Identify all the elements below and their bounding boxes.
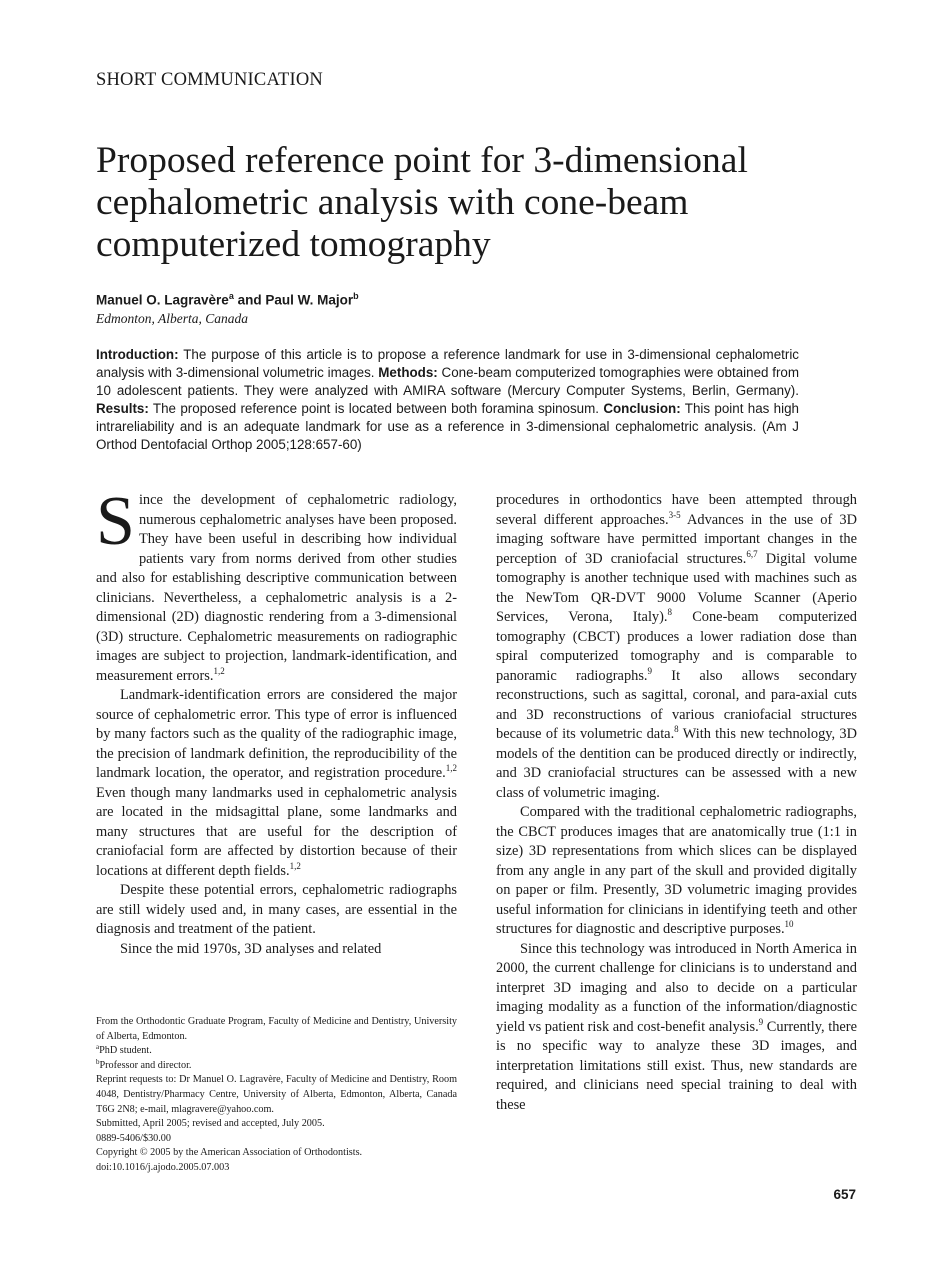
author-name: Paul W. Major (265, 292, 354, 308)
author-name: Manuel O. Lagravère (96, 292, 229, 308)
citation-ref[interactable]: 9 (758, 1016, 764, 1027)
body-paragraph: Since the mid 1970s, 3D analyses and related (120, 940, 382, 957)
author-conjunction: and (237, 292, 262, 308)
body-column-left (96, 483, 457, 959)
body-column-right (496, 491, 857, 1115)
drop-cap: S (96, 483, 135, 560)
abstract-results-label: Results: (96, 401, 149, 416)
abstract-introduction-text: The purpose of this article is to propose a reference landmark for use in 3-dimensional cephalometric analysis with 3-dimensional volumetric images. (96, 347, 799, 380)
footnote-price: 0889-5406/$30.00 (96, 1132, 171, 1144)
affiliation-mark: b (353, 291, 359, 301)
body-paragraph: Compared with the traditional cephalometric radiographs, the CBCT produces images that are anatomically true (1:1 in size) 3D representations from which slices can be displayed from any angle in any part of the skull and provided digitally on paper or film. Presently, 3D volumetric imaging provides useful information for clinicians in identifying teeth and other structures for diagnostic and descriptive purposes.$^{10}$ (496, 804, 857, 937)
abstract-methods-label: Methods: (378, 365, 438, 380)
citation-ref[interactable]: 3-5 (668, 509, 681, 520)
footnote-doi[interactable]: doi:10.1016/j.ajodo.2005.07.003 (96, 1161, 230, 1173)
abstract-conclusion-label: Conclusion: (603, 401, 681, 416)
citation-ref[interactable]: 1,2 (289, 860, 301, 871)
footnotes (96, 1015, 457, 1176)
citation-ref[interactable]: 8 (667, 607, 673, 617)
affiliation-mark: a (228, 291, 234, 301)
body-paragraph: Landmark-identification errors are considered the major source of cephalometric error. This type of error is influenced by many factors such as the quality of the radiographic image, the precision of landmark definition, the reproducibility of the landmark location, the operator, and registration procedure.$^{1,2}$ Even though many landmarks used in cephalometric analysis are located in the midsagittal plane, some landmarks and many structures that are useful for the description of craniofacial form are affected by distortion because of their locations at different depth fields.$^{1,2}$ (96, 687, 457, 879)
citation-ref[interactable]: 9 (647, 665, 653, 676)
footnote-a: $^a$PhD student. (96, 1043, 152, 1057)
body-paragraph: procedures in orthodontics have been attempted through several different approaches.$^{3-5}$ Advances in the use of 3D imaging software have permitted important changes in the perception of 3D craniofacial structures.$^{6,7}$ Digital volume tomography is another technique used with machines such as the NewTom QR-DVT 9000 Volume Scanner (Aperio Services, Verona, Italy).$^8$ Cone-beam computerized tomography (CBCT) produces a lower radiation dose than spiral computerized tomography and is comparable to panoramic radiographs.$^9$ It also allows secondary reconstructions, such as sagittal, coronal, and para-axial cuts and 3D reconstructions of various craniofacial structures because of its volumetric data.$^8$ With this new technology, 3D models of the dentition can be produced directly or indirectly, and 3D craniofacial structures can be assessed with a new class of volumetric imaging. (496, 492, 857, 801)
citation-ref[interactable]: 10 (784, 919, 794, 929)
footnote-reprint: Reprint requests to: Dr Manuel O. Lagravère, Faculty of Medicine and Dentistry, Room 4048, Dentistry/Pharmacy Centre, University of Alberta, Edmonton, Alberta, Canada T6G 2N8; e-mail, mlagravere@yahoo.com. (96, 1074, 457, 1115)
citation-ref[interactable]: 6,7 (746, 548, 758, 559)
body-paragraph: Since this technology was introduced in North America in 2000, the current challenge for clinicians is to understand and interpret 3D imaging and also to decide on a particular imaging modality as a function of the information/diagnostic yield vs patient risk and cost-benefit analysis.$^9$ Currently, there is no specific way to analyze these 3D images, and interpretation limitations still exist. Thus, new standards are required, and clinicians need special training to deal with these (496, 940, 857, 1113)
abstract-results-text: The proposed reference point is located between both foramina spinosum. (148, 401, 604, 416)
body-paragraph: Despite these potential errors, cephalometric radiographs are still widely used and, in many cases, are essential in the diagnosis and treatment of the patient. (96, 882, 457, 937)
abstract-conclusion-text: This point has high intrareliability and is an adequate landmark for use as a reference in 3-dimensional cephalometric analysis. (Am J Orthod Dentofacial Orthop 2005;128:657-60) (96, 401, 799, 452)
footnote-copyright: Copyright © 2005 by the American Association of Orthodontists. (96, 1147, 363, 1159)
citation-ref[interactable]: 1,2 (445, 763, 457, 773)
footnote-b: $^b$Professor and director. (96, 1057, 192, 1071)
author-line (96, 291, 359, 308)
abstract (96, 346, 799, 454)
citation-ref[interactable]: 8 (674, 724, 679, 734)
abstract-methods-text: Cone-beam computerized tomographies were obtained from 10 adolescent patients. They were analyzed with AMIRA software (Mercury Computer Systems, Berlin, Germany). (96, 365, 800, 398)
footnote-submitted: Submitted, April 2005; revised and accepted, July 2005. (96, 1118, 325, 1130)
body-paragraph: Since the development of cephalometric radiology, numerous cephalometric analyses have been proposed. They have been useful in describing how individual patients vary from norms derived from other studies and also for establishing descriptive communication between clinicians. Nevertheless, a cephalometric analysis is a 2-dimensional (2D) diagnostic rendering from a 3-dimensional (3D) structure. Cephalometric measurements on radiographic images are subject to projection, landmark-identification, and measurement errors.$^{1,2}$ (96, 483, 457, 684)
page-number: 657 (833, 1187, 856, 1202)
author-location: Edmonton, Alberta, Canada (96, 311, 249, 326)
abstract-introduction-label: Introduction: (96, 347, 179, 362)
section-label: SHORT COMMUNICATION (96, 70, 323, 90)
footnote-affiliation: From the Orthodontic Graduate Program, Faculty of Medicine and Dentistry, University of Alberta, Edmonton. (96, 1016, 457, 1042)
article-title: Proposed reference point for 3-dimensional cephalometric analysis with cone-beam computerized tomography (96, 140, 748, 265)
citation-ref[interactable]: 1,2 (213, 665, 225, 676)
